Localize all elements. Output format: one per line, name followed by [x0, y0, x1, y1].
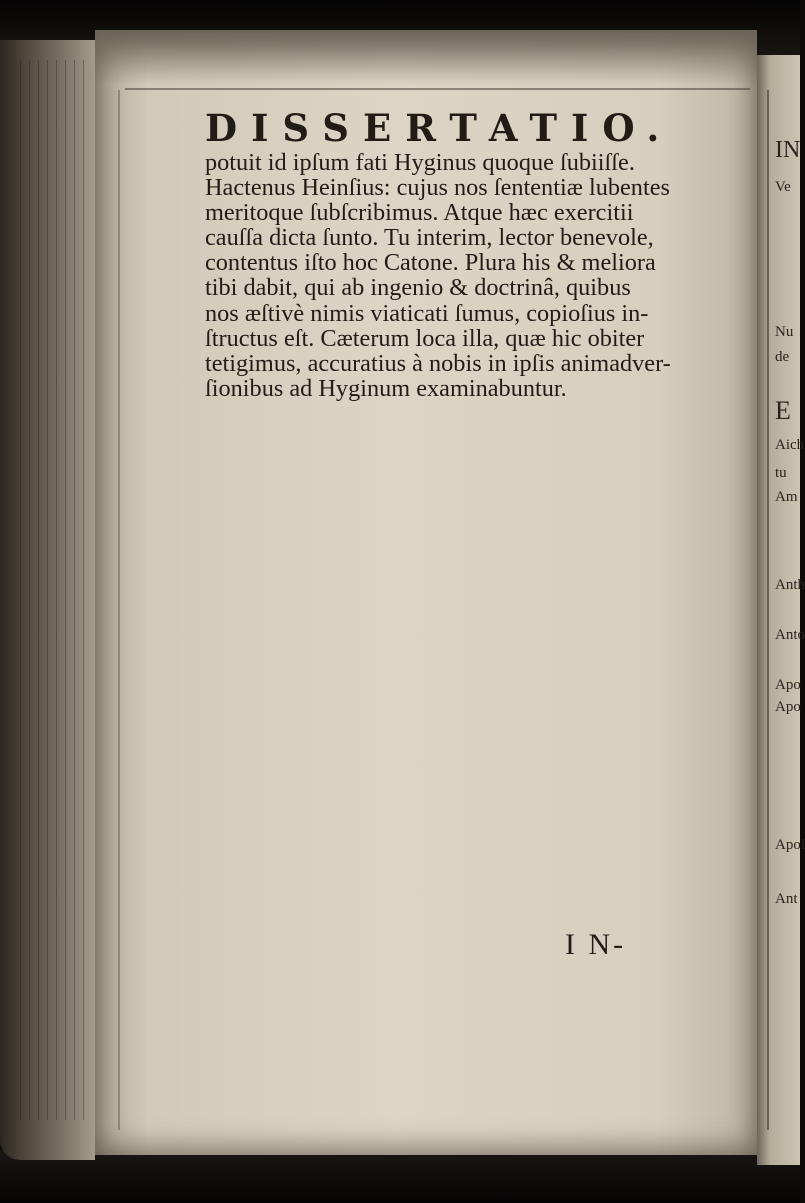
body-paragraph	[205, 150, 765, 401]
text-line: tetigimus, accuratius à nobis in ipſis animadver-	[205, 349, 671, 377]
facing-page-fragment: Anto	[775, 627, 805, 643]
facing-page-fragment: E	[775, 396, 791, 425]
page-heading: DISSERTATIO.	[205, 106, 674, 150]
facing-page-fragment: Apol	[775, 837, 805, 853]
facing-page-fragment: tu	[775, 465, 787, 481]
facing-page-fragment: Nu	[775, 324, 794, 340]
page-top-shadow	[95, 30, 757, 85]
facing-page-border	[767, 90, 769, 1130]
facing-page-fragment: de	[775, 349, 790, 365]
facing-page-fragment: IN	[775, 137, 801, 163]
facing-page-fragment: Am	[775, 489, 798, 505]
facing-page-fragment: Aich	[775, 437, 805, 453]
text-line: potuit id ipſum fati Hyginus quoque ſubiiſſe.	[205, 149, 635, 176]
text-line: ſtructus eſt. Cæterum loca illa, quæ hic obiter	[205, 324, 645, 352]
text-line: contentus iſto hoc Catone. Plura his & meliora	[205, 249, 656, 277]
facing-page-fragment: Ant	[775, 891, 798, 907]
text-line: tibi dabit, qui ab ingenio & doctrinâ, quibus	[205, 274, 631, 302]
facing-page-fragment: Ve	[775, 179, 791, 195]
text-line: Hactenus Heinſius: cujus nos ſententiæ lubentes	[205, 174, 670, 202]
dark-backdrop-bottom	[0, 1150, 800, 1203]
text-line: cauſſa dicta ſunto. Tu interim, lector benevole,	[205, 224, 654, 252]
page-edges-left	[20, 60, 90, 1120]
text-line: meritoque ſubſcribimus. Atque hæc exercitii	[205, 199, 634, 227]
text-line: ſionibus ad Hyginum examinabuntur.	[205, 374, 567, 402]
page-border-left	[118, 90, 120, 1130]
facing-page-fragment: Apo	[775, 699, 801, 715]
text-line: nos æſtivè nimis viaticati ſumus, copioſius in-	[205, 299, 649, 327]
catchword: I N-	[565, 928, 627, 961]
facing-page-fragment: Apo	[775, 677, 801, 693]
page-border-top	[125, 88, 750, 90]
facing-page-fragment: Anth	[775, 577, 805, 593]
